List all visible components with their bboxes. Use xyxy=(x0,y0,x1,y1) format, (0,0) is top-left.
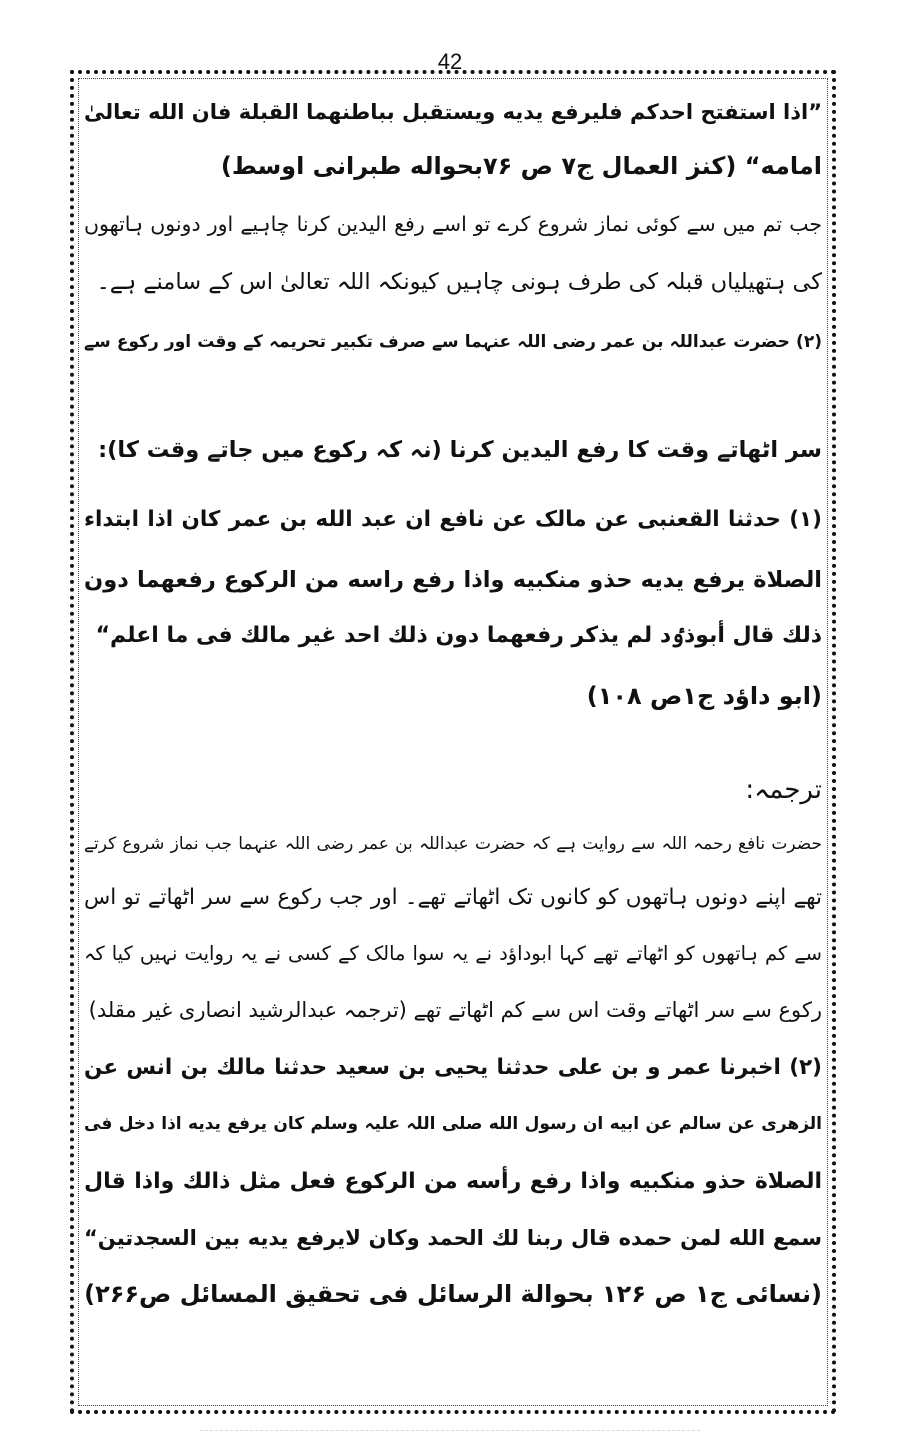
hadith-2-urdu-line-4: رکوع سے سر اٹھاتے وقت اس سے کم اٹھاتے تھے (ترجمہ عبدالرشید انصاری غیر مقلد) xyxy=(88,998,822,1022)
hadith-2-reference: (ابو داؤد ج۱ص ۱۰۸) xyxy=(586,682,822,710)
hadith-3-reference: (نسائی ج۱ ص ۱۲۶ بحوالة الرسائل فی تحقیق المسائل ص۲۶۶) xyxy=(84,1280,822,1308)
section-2-heading-line-1: (۲) حضرت عبداللہ بن عمر رضی اللہ عنہما سے صرف تکبیر تحریمہ کے وقت اور رکوع سے xyxy=(84,332,822,352)
hadith-3-arabic-line-2: الزهری عن سالم عن ابیه ان رسول الله صلی اللہ علیہ وسلم کان یرفع یدیه اذا دخل فی xyxy=(84,1114,822,1134)
section-2-heading-line-2: سر اٹھاتے وقت کا رفع الیدین کرنا (نہ کہ رکوع میں جاتے وقت کا): xyxy=(98,437,822,463)
hadith-3-arabic-line-3: الصلاة حذو منکبیه واذا رفع رأسه من الرکوع فعل مثل ذالك واذا قال xyxy=(84,1169,822,1194)
hadith-1-arabic-line-2: امامه“ (کنز العمال ج۷ ص ۷۶بحواله طبرانی اوسط) xyxy=(220,152,822,180)
hadith-3-arabic-line-1: (۲) اخبرنا عمر و بن علی حدثنا یحیی بن سعید حدثنا مالك بن انس عن xyxy=(84,1055,822,1080)
hadith-2-arabic-line-1: (۱) حدثنا القعنبی عن مالک عن نافع ان عبد الله بن عمر کان اذا ابتداء xyxy=(84,507,822,532)
hadith-1-arabic-line-1: ”اذا استفتح احدکم فلیرفع یدیه ویستقبل بباطنهما القبلة فان الله تعالیٰ xyxy=(84,100,822,124)
hadith-2-urdu-line-1: حضرت نافع رحمہ اللہ سے روایت ہے کہ حضرت عبداللہ بن عمر رضی اللہ عنہما جب نماز شروع کرتے xyxy=(84,834,822,854)
hadith-1-urdu-line-1: جب تم میں سے کوئی نماز شروع کرے تو اسے رفع الیدین کرنا چاہیے اور دونوں ہاتھوں xyxy=(84,212,822,236)
translation-label: ترجمہ: xyxy=(745,775,822,805)
hadith-2-arabic-line-2: الصلاة یرفع یدیه حذو منکبیه واذا رفع راسه من الرکوع رفعهما دون xyxy=(84,567,822,593)
hadith-1-urdu-line-2: کی ہتھیلیاں قبلہ کی طرف ہونی چاہیں کیونکہ اللہ تعالیٰ اس کے سامنے ہے۔ xyxy=(96,269,822,295)
page-number: 42 xyxy=(437,49,463,74)
hadith-2-arabic-line-3: ذلك قال أبوذٶد لم یذکر رفعهما دون ذلك احد غیر مالك فی ما اعلم“ xyxy=(95,623,822,648)
hadith-2-urdu-line-2: تھے اپنے دونوں ہاتھوں کو کانوں تک اٹھاتے تھے۔ اور جب رکوع سے سر اٹھاتے تو اس xyxy=(84,885,822,910)
hadith-2-urdu-line-3: سے کم ہاتھوں کو اٹھاتے تھے کہا ابوداؤد نے یہ سوا مالک کے کسی نے یہ روایت نہیں کیا کہ xyxy=(84,942,822,965)
hadith-3-arabic-line-4: سمع الله لمن حمده قال ربنا لك الحمد وکان لایرفع یدیه بین السجدتین“ xyxy=(84,1226,822,1250)
page-content xyxy=(84,88,822,1398)
bleed-through-divider xyxy=(200,1430,700,1439)
